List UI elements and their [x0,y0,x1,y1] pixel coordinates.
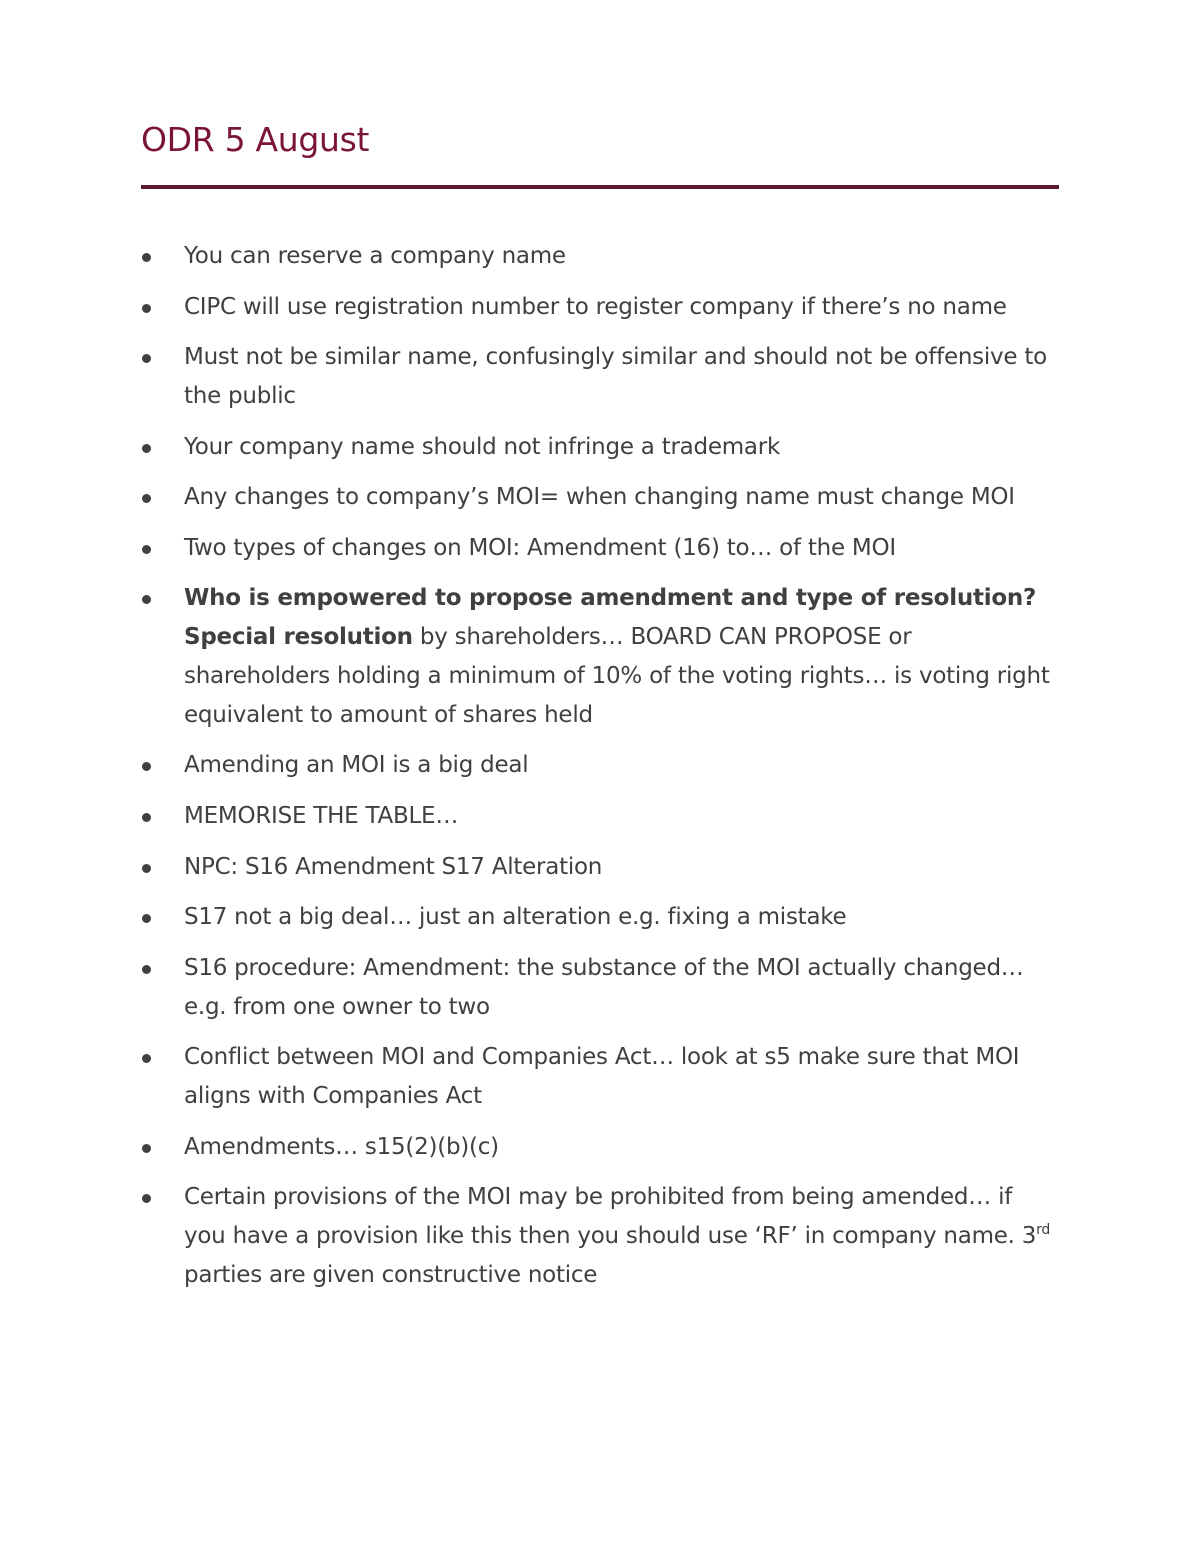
bullet-text-part: Certain provisions of the MOI may be prohibited from being amended… if you have a provision like this then you should use ‘RF’ in company name. 3 [184,1184,1037,1249]
bullet-dot-icon [142,253,151,262]
bullet-text: MEMORISE THE TABLE… [184,802,459,829]
bullet-dot-icon [142,965,151,974]
bullet-text: S17 not a big deal… just an alteration e.g. fixing a mistake [184,904,847,931]
list-item [0,288,1059,327]
list-item [0,1128,1059,1167]
bullet-continuation: by shareholders… BOARD CAN PROPOSE or shareholders holding a minimum of 10% of the voting rights… is voting right equivalent to amount of shares held [184,624,1050,728]
bullet-text: NPC: S16 Amendment S17 Alteration [184,853,603,880]
list-item [0,949,1059,1027]
bullet-text: Amending an MOI is a big deal [184,752,529,779]
bullet-text [184,579,1059,734]
bullet-text: You can reserve a company name [184,243,566,269]
list-item [0,237,1059,276]
title-underline-divider [141,185,1059,189]
bold-question: Who is empowered to propose amendment and type of resolution? [184,585,1037,612]
ordinal-superscript: rd [1036,1221,1051,1238]
list-item [0,1038,1059,1116]
bold-answer: Special resolution [184,624,413,651]
list-item [0,797,1059,836]
list-item [0,478,1059,517]
bullet-text: Two types of changes on MOI: Amendment (16) to… of the MOI [184,534,896,561]
bullet-text: Must not be similar name, confusingly similar and should not be offensive to the public [184,344,1047,409]
bullet-dot-icon [142,914,151,923]
bullet-dot-icon [142,1144,151,1153]
bullet-dot-icon [142,813,151,822]
list-item [0,746,1059,785]
bullet-text: Conflict between MOI and Companies Act… look at s5 make sure that MOI aligns with Companies Act [184,1044,1020,1109]
bullet-dot-icon [142,494,151,503]
list-item [0,848,1059,887]
list-item [0,428,1059,467]
list-item [0,1178,1059,1294]
bullet-text: S16 procedure: Amendment: the substance of the MOI actually changed… e.g. from one owner to two [184,954,1024,1020]
bullet-text [184,1178,1059,1294]
bullet-text: Amendments… s15(2)(b)(c) [184,1133,499,1160]
bullet-text-part: parties are given constructive notice [184,1261,598,1288]
bullet-dot-icon [142,444,151,453]
document-title: ODR 5 August [141,120,370,159]
bullet-dot-icon [142,595,151,604]
bullet-dot-icon [142,304,151,313]
bullet-dot-icon [142,762,151,771]
bullet-text: CIPC will use registration number to register company if there’s no name [184,293,1007,320]
bullet-dot-icon [142,545,151,554]
list-item [0,898,1059,937]
bullet-dot-icon [142,1194,151,1203]
bullet-dot-icon [142,1054,151,1063]
list-item [0,529,1059,568]
bullet-dot-icon [142,354,151,363]
bullet-list [0,237,1200,1306]
bullet-dot-icon [142,864,151,873]
bullet-text: Your company name should not infringe a trademark [184,433,781,460]
bullet-text: Any changes to company’s MOI= when changing name must change MOI [184,484,1015,511]
list-item [0,579,1059,734]
list-item [0,338,1059,416]
